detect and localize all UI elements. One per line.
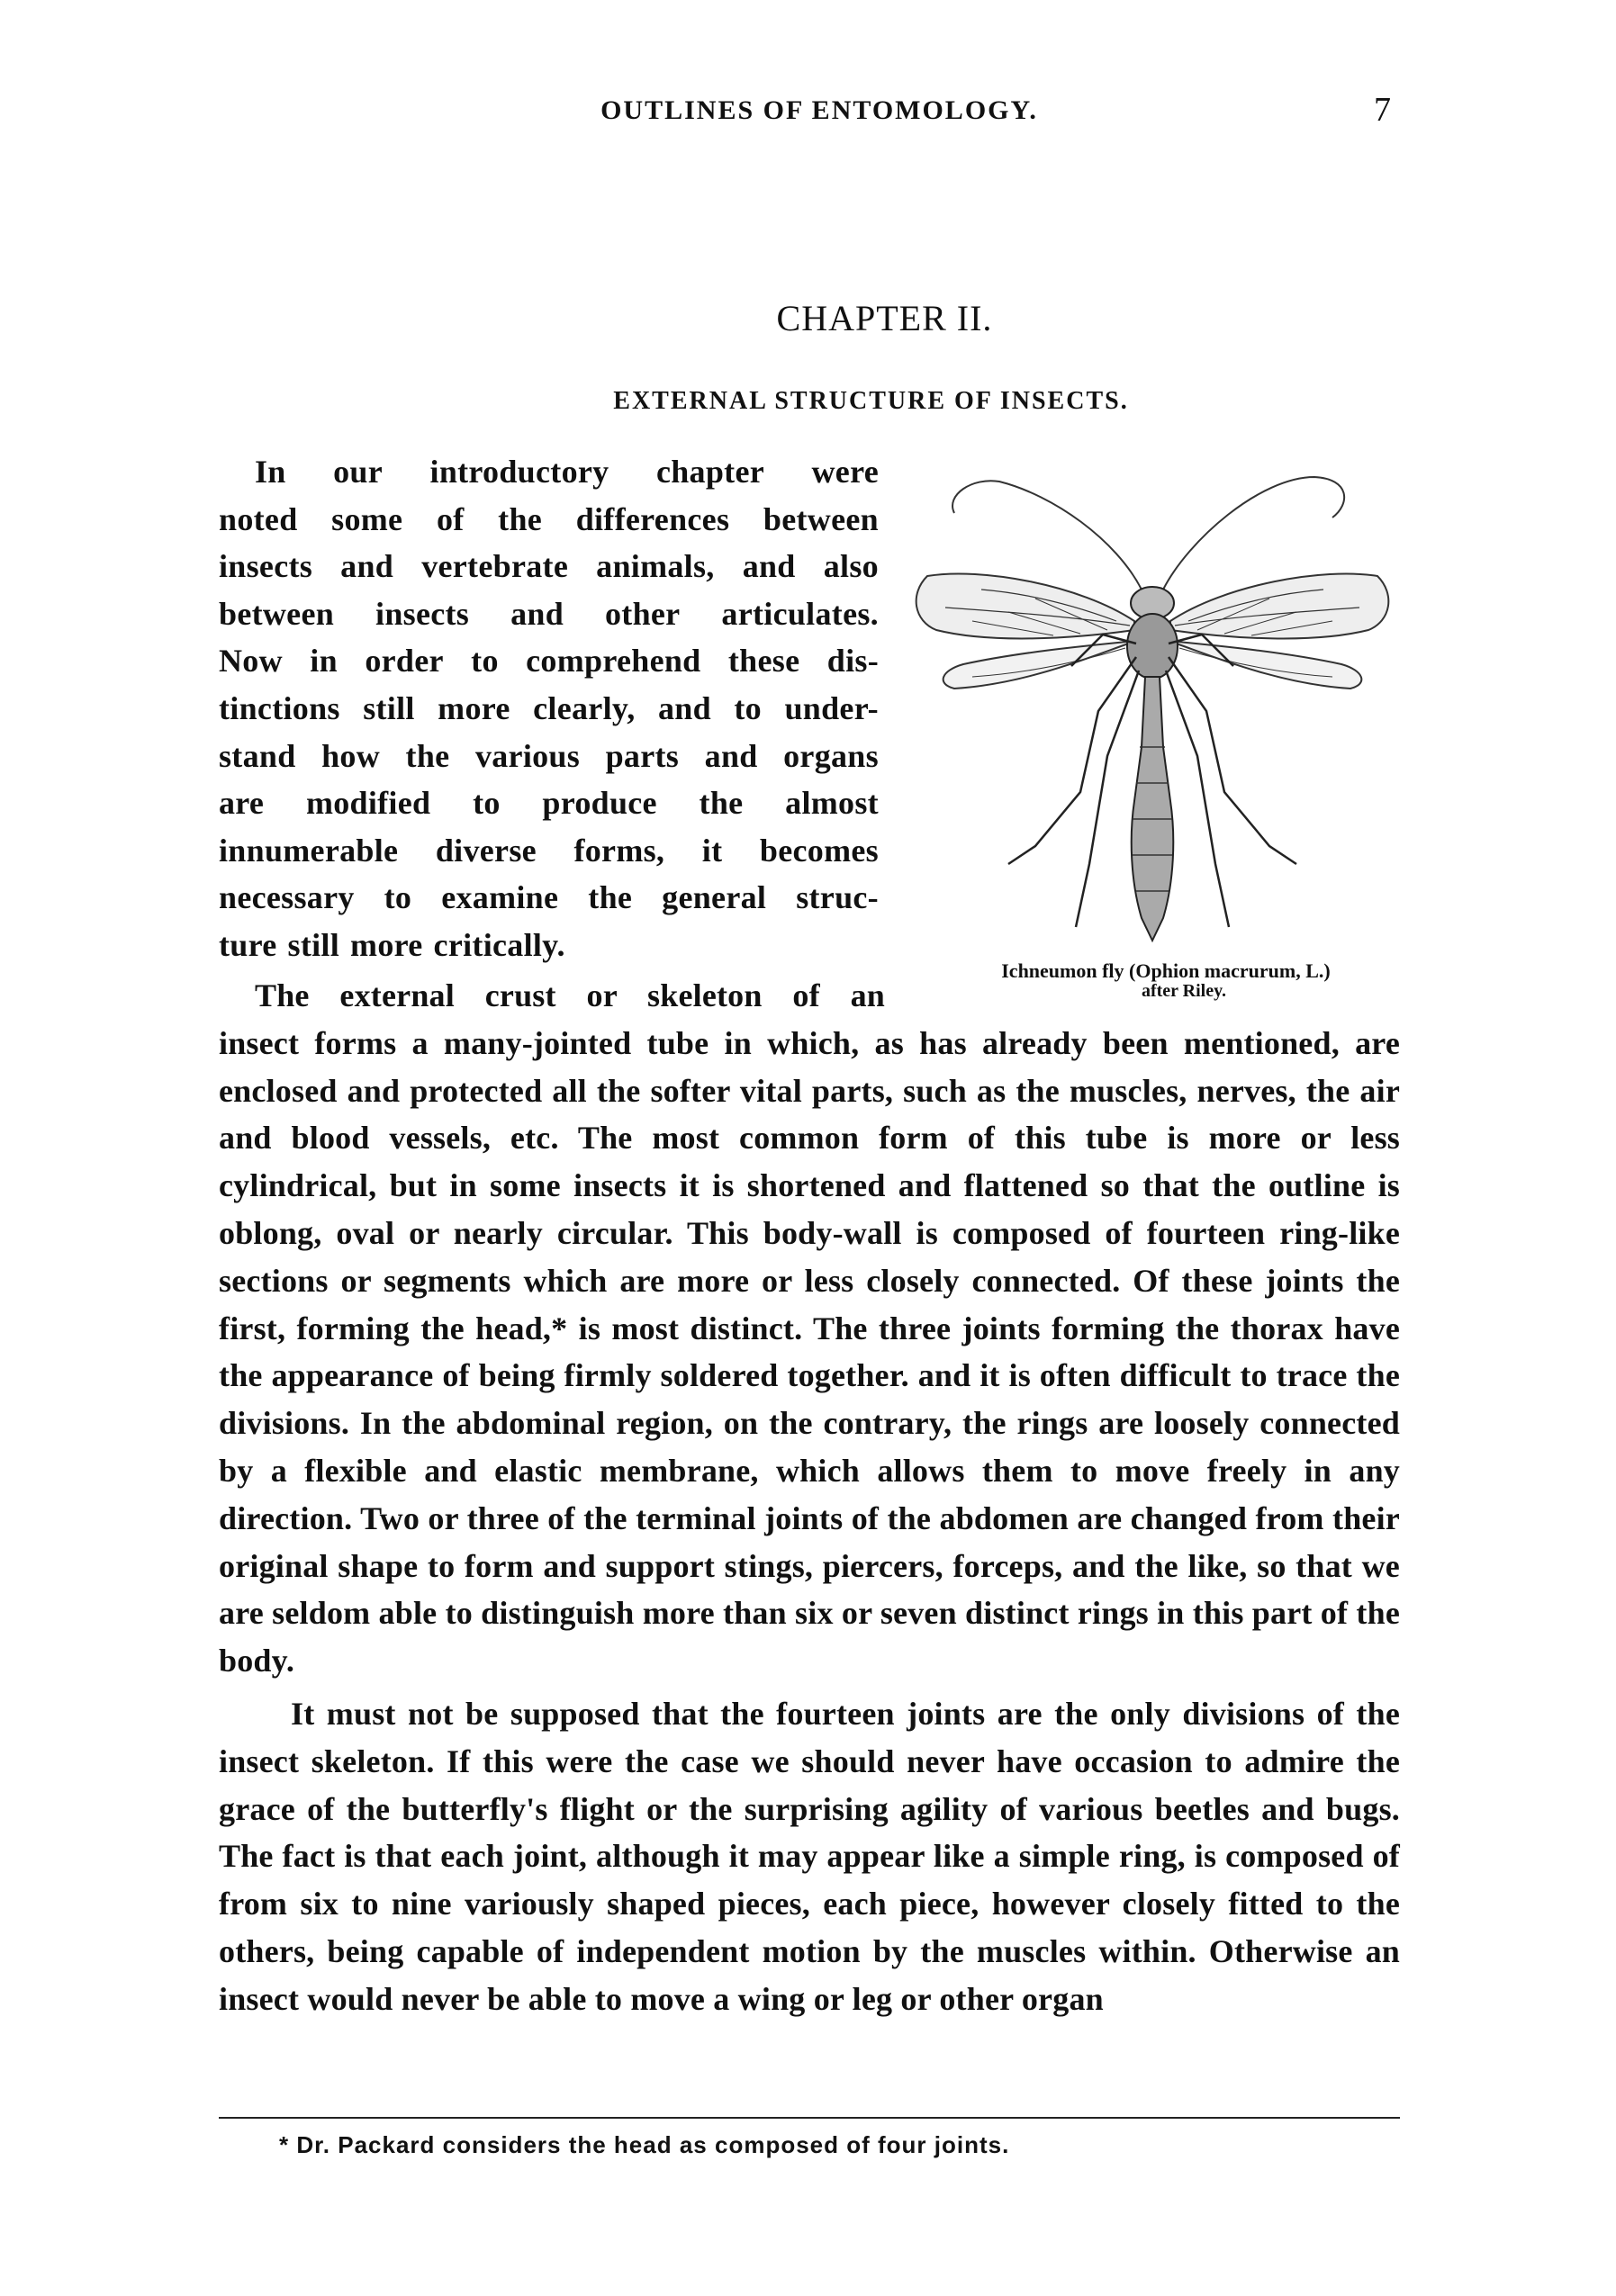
- intro-line: stand how the various parts and organs: [219, 737, 879, 774]
- running-head: OUTLINES OF ENTOMOLOGY.: [600, 95, 1038, 125]
- section-title: EXTERNAL STRUCTURE OF INSECTS.: [613, 387, 1129, 415]
- intro-line: innumerable diverse forms, it becomes: [219, 832, 879, 869]
- paragraph-2: insect forms a many-jointed tube in which, as has already been mentioned, are enclosed and protected all the softer vital parts, such as the muscles, nerves, the air and blood vessels, etc. The most common form of this tube is more or less cylindrical, but in some insects it is shortened and flattened so that the outline is oblong, oval or nearly circular. This body-wall is composed of fourteen ring-like sections or segments which are more or less closely connected. Of these joints the first, forming the head,* is most distinct. The three joints forming the thorax have the appearance of being firmly soldered together. and it is often difficult to trace the divisions. In the abdominal region, on the contrary, the rings are loosely connected by a flexible and elastic membrane, which allows them to move freely in any direction. Two or three of the terminal joints of the abdomen are changed from their original shape to form and support stings, piercers, forceps, and the like, so that we are seldom able to distinguish more than six or seven distinct rings in this part of the body.: [219, 1024, 1400, 1679]
- intro-line: insects and vertebrate animals, and also: [219, 548, 879, 585]
- intro-line: between insects and other articulates.: [219, 595, 879, 632]
- footnote-rule: [219, 2117, 1400, 2119]
- page-number: 7: [1374, 91, 1391, 129]
- chapter-title: CHAPTER II.: [776, 298, 993, 338]
- intro-line: noted some of the differences between: [219, 500, 879, 537]
- ichneumon-fly-illustration: [900, 441, 1404, 981]
- footnote: * Dr. Packard considers the head as composed of four joints.: [279, 2131, 1010, 2158]
- intro-line: tinctions still more clearly, and to under-: [219, 689, 879, 726]
- paragraph-3: It must not be supposed that the fourteen joints are the only divisions of the insect skeleton. If this were the case we should never have occasion to admire the grace of the butterfly's flight or the surprising agility of various beetles and bugs. The fact is that each joint, although it may appear like a simple ring, is composed of from six to nine variously shaped pieces, each piece, however closely fitted to the others, being capable of independent motion by the muscles within. Otherwise an insect would never be able to move a wing or leg or other organ: [219, 1695, 1400, 2017]
- intro-line: ture still more critically.: [219, 926, 565, 963]
- paragraph-2-first-line: The external crust or skeleton of an: [255, 977, 885, 1013]
- intro-paragraph: [219, 448, 879, 969]
- intro-line: are modified to produce the almost: [219, 785, 879, 822]
- intro-line: necessary to examine the general struc-: [219, 879, 879, 916]
- body-text: [219, 972, 1400, 2023]
- intro-line: In our introductory chapter were: [255, 454, 879, 490]
- caption-main: Ichneumon fly (Ophion macrurum, L.): [1001, 959, 1331, 982]
- caption-credit: after Riley.: [1141, 981, 1227, 1001]
- intro-line: Now in order to comprehend these dis-: [219, 643, 879, 680]
